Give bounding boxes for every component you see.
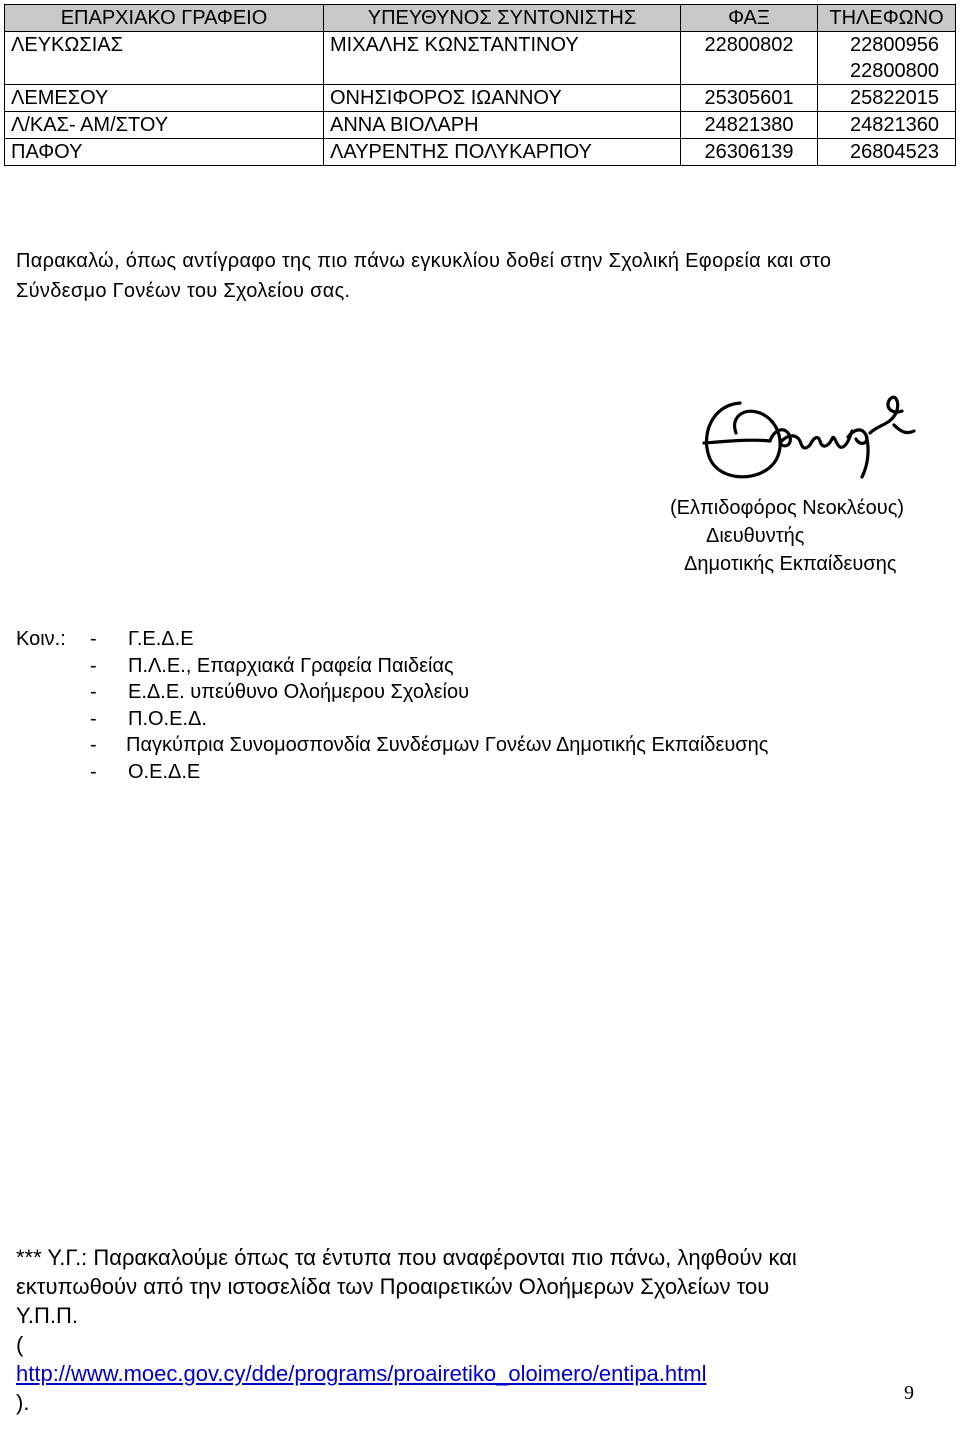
coordinator-cell: ΜΙΧΑΛΗΣ ΚΩΝΣΤΑΝΤΙΝΟΥ: [324, 32, 681, 85]
cc-item-text: Γ.Ε.Δ.Ε: [128, 628, 194, 650]
signature-image: [700, 385, 920, 485]
coordinator-cell: ΑΝΝΑ ΒΙΟΛΑΡΗ: [324, 112, 681, 139]
phone-number: 22800800: [850, 60, 939, 82]
coordinators-table: [4, 4, 956, 166]
request-line: Σύνδεσμο Γονέων του Σχολείου σας.: [16, 280, 351, 302]
cc-item-text: Π.Λ.Ε., Επαρχιακά Γραφεία Παιδείας: [128, 654, 454, 677]
table-row: [5, 139, 956, 166]
phone-number: 22800956: [850, 34, 939, 56]
list-item: - Ο.Ε.Δ.Ε: [90, 760, 201, 783]
office-cell: Λ/ΚΑΣ- ΑΜ/ΣΤΟΥ: [5, 112, 324, 139]
table-row: [5, 85, 956, 112]
phone-cell: [818, 112, 956, 139]
postscript-note: [16, 1243, 951, 1417]
signer-name: (Ελπιδοφόρος Νεοκλέους): [670, 497, 905, 519]
forms-link[interactable]: http://www.moec.gov.cy/dde/programs/proairetiko_oloimero/entipa.html: [16, 1361, 707, 1386]
phone-cell: [818, 139, 956, 166]
table-row: [5, 112, 956, 139]
list-item: - Π.Ο.Ε.Δ.: [90, 707, 207, 730]
cc-item-text: Ο.Ε.Δ.Ε: [128, 760, 201, 783]
phone-number: 26804523: [850, 141, 939, 163]
coordinator-cell: ΛΑΥΡΕΝΤΗΣ ΠΟΛΥΚΑΡΠΟΥ: [324, 139, 681, 166]
phone-cell: [818, 85, 956, 112]
cc-list: [90, 626, 930, 786]
phone-number: 24821360: [850, 114, 939, 136]
header-phone: ΤΗΛΕΦΩΝΟ: [818, 5, 956, 32]
list-item: - Γ.Ε.Δ.Ε: [90, 628, 194, 650]
cc-item-text: Ε.Δ.Ε. υπεύθυνο Ολοήμερου Σχολείου: [128, 681, 470, 704]
list-item: - Π.Λ.Ε., Επαρχιακά Γραφεία Παιδείας: [90, 654, 454, 677]
cc-item-text: Π.Ο.Ε.Δ.: [128, 707, 207, 730]
fax-cell: 26306139: [681, 139, 818, 166]
table-header-row: [5, 5, 956, 32]
request-line: Παρακαλώ, όπως αντίγραφο της πιο πάνω εγκυκλίου δοθεί στην Σχολική Εφορεία και στο: [16, 250, 832, 272]
fax-cell: 22800802: [681, 32, 818, 85]
cc-label: Κοιν.:: [16, 628, 66, 650]
list-item: - Παγκύπρια Συνομοσπονδία Συνδέσμων Γονέων Δημοτικής Εκπαίδευσης: [90, 734, 769, 757]
header-fax: ΦΑΞ: [681, 5, 818, 32]
note-line: *** Υ.Γ.: Παρακαλούμε όπως τα έντυπα που αναφέρονται πιο πάνω, ληφθούν και: [16, 1245, 797, 1270]
paren-open: (: [16, 1332, 24, 1357]
coordinator-cell: ΟΝΗΣΙΦΟΡΟΣ ΙΩΑΝΝΟΥ: [324, 85, 681, 112]
page-number: 9: [904, 1382, 914, 1404]
list-item: - Ε.Δ.Ε. υπεύθυνο Ολοήμερου Σχολείου: [90, 681, 470, 704]
phone-number: 25822015: [850, 87, 939, 109]
header-office: ΕΠΑΡΧΙΑΚΟ ΓΡΑΦΕΙΟ: [5, 5, 324, 32]
cc-item-text: Παγκύπρια Συνομοσπονδία Συνδέσμων Γονέων Δημοτικής Εκπαίδευσης: [126, 734, 769, 757]
header-coordinator: ΥΠΕΥΘΥΝΟΣ ΣΥΝΤΟΝΙΣΤΗΣ: [324, 5, 681, 32]
office-cell: ΠΑΦΟΥ: [5, 139, 324, 166]
phone-cell: [818, 32, 956, 85]
note-line: εκτυπωθούν από την ιστοσελίδα των Προαιρετικών Ολοήμερων Σχολείων του: [16, 1274, 770, 1299]
fax-cell: 24821380: [681, 112, 818, 139]
table-row: [5, 32, 956, 85]
signer-title: Διευθυντής: [706, 525, 805, 547]
paren-close: ).: [16, 1390, 30, 1415]
fax-cell: 25305601: [681, 85, 818, 112]
signer-department: Δημοτικής Εκπαίδευσης: [684, 553, 897, 575]
signer-block: [656, 494, 956, 578]
office-cell: ΛΕΥΚΩΣΙΑΣ: [5, 32, 324, 85]
note-link-line: [16, 1330, 951, 1417]
request-paragraph: [16, 246, 956, 306]
office-cell: ΛΕΜΕΣΟΥ: [5, 85, 324, 112]
note-line: Υ.Π.Π.: [16, 1303, 78, 1328]
